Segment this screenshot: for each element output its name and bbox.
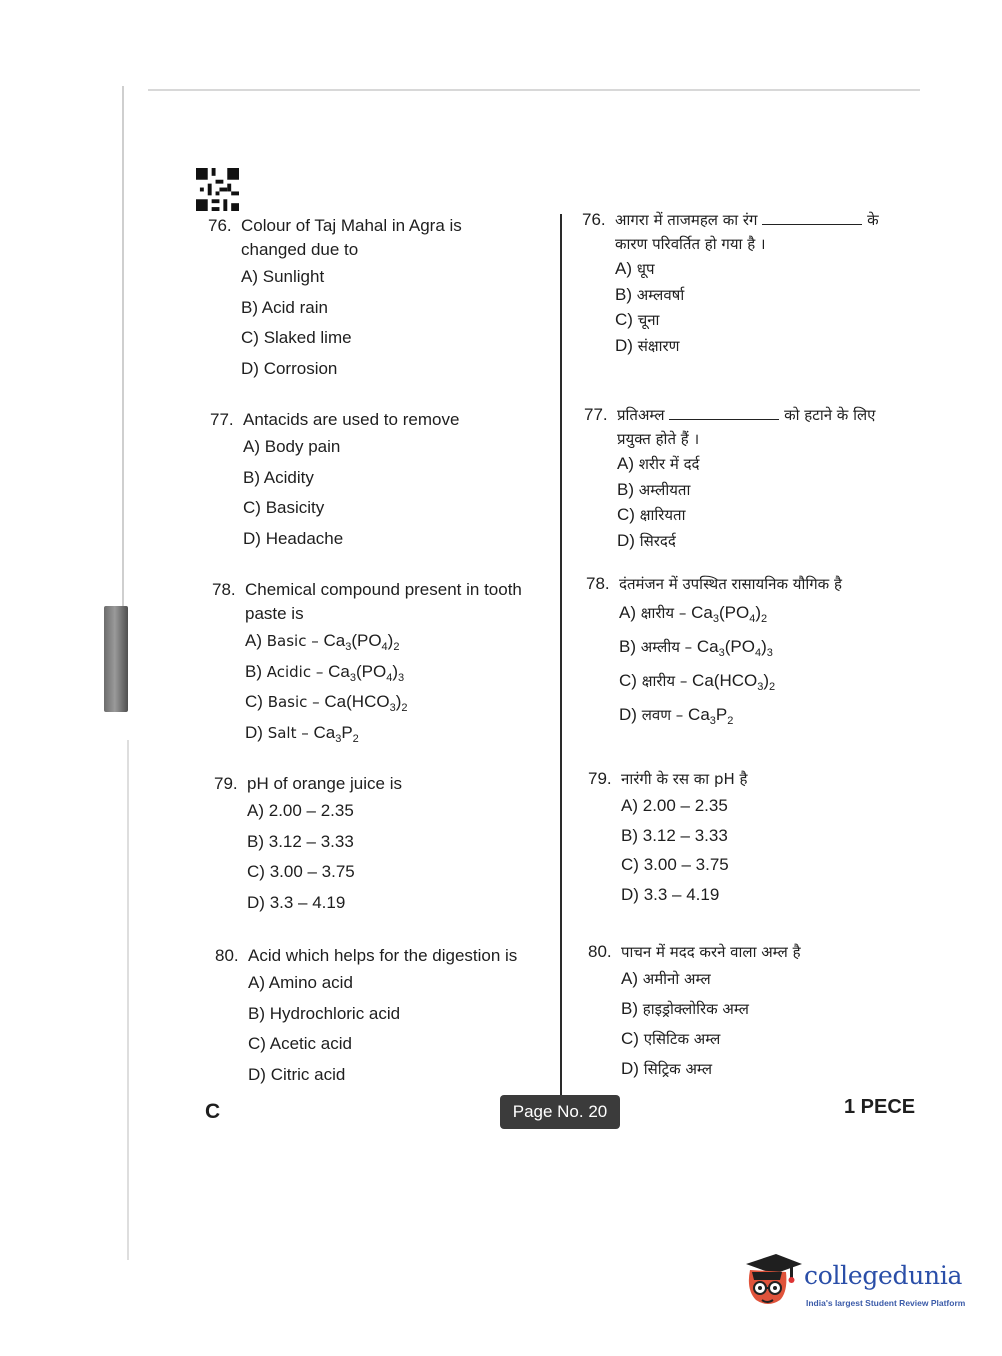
question-79-hi <box>588 767 747 909</box>
option-c: C) क्षारियता <box>617 505 686 524</box>
option-c: C) Acetic acid <box>248 1034 352 1053</box>
question-number: 78. <box>586 574 610 593</box>
column-divider <box>560 214 562 1096</box>
question-stem: Chemical compound present in tooth <box>245 580 522 599</box>
question-number: 79. <box>588 769 612 788</box>
option-b: B) अम्लीय – $Ca_3(PO_4)_3$ <box>619 637 773 659</box>
page-number-badge: Page No. 20 <box>500 1095 620 1129</box>
option-c: C) एसिटिक अम्ल <box>621 1029 721 1048</box>
question-stem: नारंगी के रस का pH है <box>621 770 748 788</box>
question-number: 80. <box>215 946 239 965</box>
option-d: D) Salt – $Ca_3P_2$ <box>245 722 359 745</box>
question-number: 77. <box>584 405 608 424</box>
question-77-en <box>210 408 459 554</box>
question-stem: प्रतिअम्ल <box>617 406 665 424</box>
question-stem: दंतमंजन में उपस्थित रासायनिक यौगिक है <box>619 575 842 593</box>
question-number: 76. <box>582 210 606 229</box>
option-c: C) Basicity <box>243 498 325 517</box>
option-d: D) 3.3 – 4.19 <box>621 884 720 904</box>
option-c: C) Slaked lime <box>241 328 352 347</box>
option-d: D) Headache <box>243 528 344 548</box>
option-b: B) Hydrochloric acid <box>248 1003 401 1023</box>
fill-blank <box>762 224 862 225</box>
option-a: A) अमीनो अम्ल <box>621 969 711 988</box>
option-a: A) 2.00 – 2.35 <box>621 796 728 815</box>
option-b: B) 3.12 – 3.33 <box>621 825 728 845</box>
question-76-hi <box>582 208 879 358</box>
question-stem: Colour of Taj Mahal in Agra is <box>241 216 462 235</box>
question-stem: paste is <box>245 604 304 623</box>
question-number: 78. <box>212 580 236 599</box>
option-c: C) चूना <box>615 310 660 329</box>
question-stem: पाचन में मदद करने वाला अम्ल है <box>621 943 801 961</box>
question-number: 80. <box>588 942 612 961</box>
scan-edge-top <box>148 89 920 91</box>
option-b: B) हाइड्रोक्लोरिक अम्ल <box>621 999 749 1018</box>
option-a: A) Body pain <box>243 437 341 456</box>
option-c: C) 3.00 – 3.75 <box>621 855 729 874</box>
question-stem: Antacids are used to remove <box>243 410 460 429</box>
question-number: 79. <box>214 774 238 793</box>
option-b: B) Acidity <box>243 467 314 487</box>
option-b: B) Acidic – $Ca_3(PO_4)_3$ <box>245 661 405 684</box>
option-d: D) Citric acid <box>248 1064 346 1084</box>
option-a: A) 2.00 – 2.35 <box>247 801 354 820</box>
scan-edge-left <box>122 86 124 606</box>
paper-code: 1 PECE <box>844 1096 916 1118</box>
option-d: D) सिरदर्द <box>617 530 676 550</box>
option-c: C) क्षारीय – $Ca(HCO_3)_2$ <box>619 671 776 693</box>
question-stem: कारण परिवर्तित हो गया है । <box>615 235 766 253</box>
option-d: D) 3.3 – 4.19 <box>247 892 346 912</box>
option-c: C) 3.00 – 3.75 <box>247 862 355 881</box>
question-78-hi <box>586 572 842 732</box>
option-a: A) Sunlight <box>241 267 325 286</box>
question-80-hi <box>588 940 801 1084</box>
question-number: 76. <box>208 216 232 235</box>
question-stem: को हटाने के लिए <box>784 406 876 424</box>
option-d: D) संक्षारण <box>615 335 680 355</box>
question-stem: Acid which helps for the digestion is <box>248 946 518 965</box>
option-a: A) क्षारीय – $Ca_3(PO_4)_2$ <box>619 603 768 625</box>
option-c: C) Basic – $Ca(HCO_3)_2$ <box>245 692 408 714</box>
question-number: 77. <box>210 410 234 429</box>
question-80-en <box>215 944 517 1090</box>
scan-edge-left-lower <box>127 740 129 1260</box>
brand-tagline: India's largest Student Review Platform <box>806 1298 966 1308</box>
binder-clip <box>104 606 128 712</box>
question-stem: आगरा में ताजमहल का रंग <box>615 211 758 229</box>
question-78-en <box>212 578 522 748</box>
question-stem: pH of orange juice is <box>247 774 402 793</box>
option-d: D) लवण – $Ca_3P_2$ <box>619 705 734 727</box>
option-b: B) 3.12 – 3.33 <box>247 831 354 851</box>
question-76-en <box>208 214 462 384</box>
question-stem: प्रयुक्त होते हैं । <box>617 430 700 448</box>
question-stem: changed due to <box>241 240 359 259</box>
option-a: A) Basic – $Ca_3(PO_4)_2$ <box>245 631 400 653</box>
option-a: A) शरीर में दर्द <box>617 454 700 473</box>
fill-blank <box>669 419 779 420</box>
option-b: B) अम्लीयता <box>617 479 691 499</box>
option-d: D) सिट्रिक अम्ल <box>621 1059 713 1078</box>
qr-code-icon <box>196 168 239 211</box>
option-b: B) Acid rain <box>241 297 328 317</box>
option-d: D) Corrosion <box>241 358 338 378</box>
option-a: A) धूप <box>615 259 655 278</box>
series-code: C <box>205 1100 221 1123</box>
option-b: B) अम्लवर्षा <box>615 284 685 304</box>
option-a: A) Amino acid <box>248 973 353 992</box>
brand-name: collegedunia <box>804 1261 963 1290</box>
collegedunia-mascot-icon <box>742 1250 804 1310</box>
question-stem: के <box>867 211 879 229</box>
question-77-hi <box>584 403 875 553</box>
question-79-en <box>214 772 402 918</box>
